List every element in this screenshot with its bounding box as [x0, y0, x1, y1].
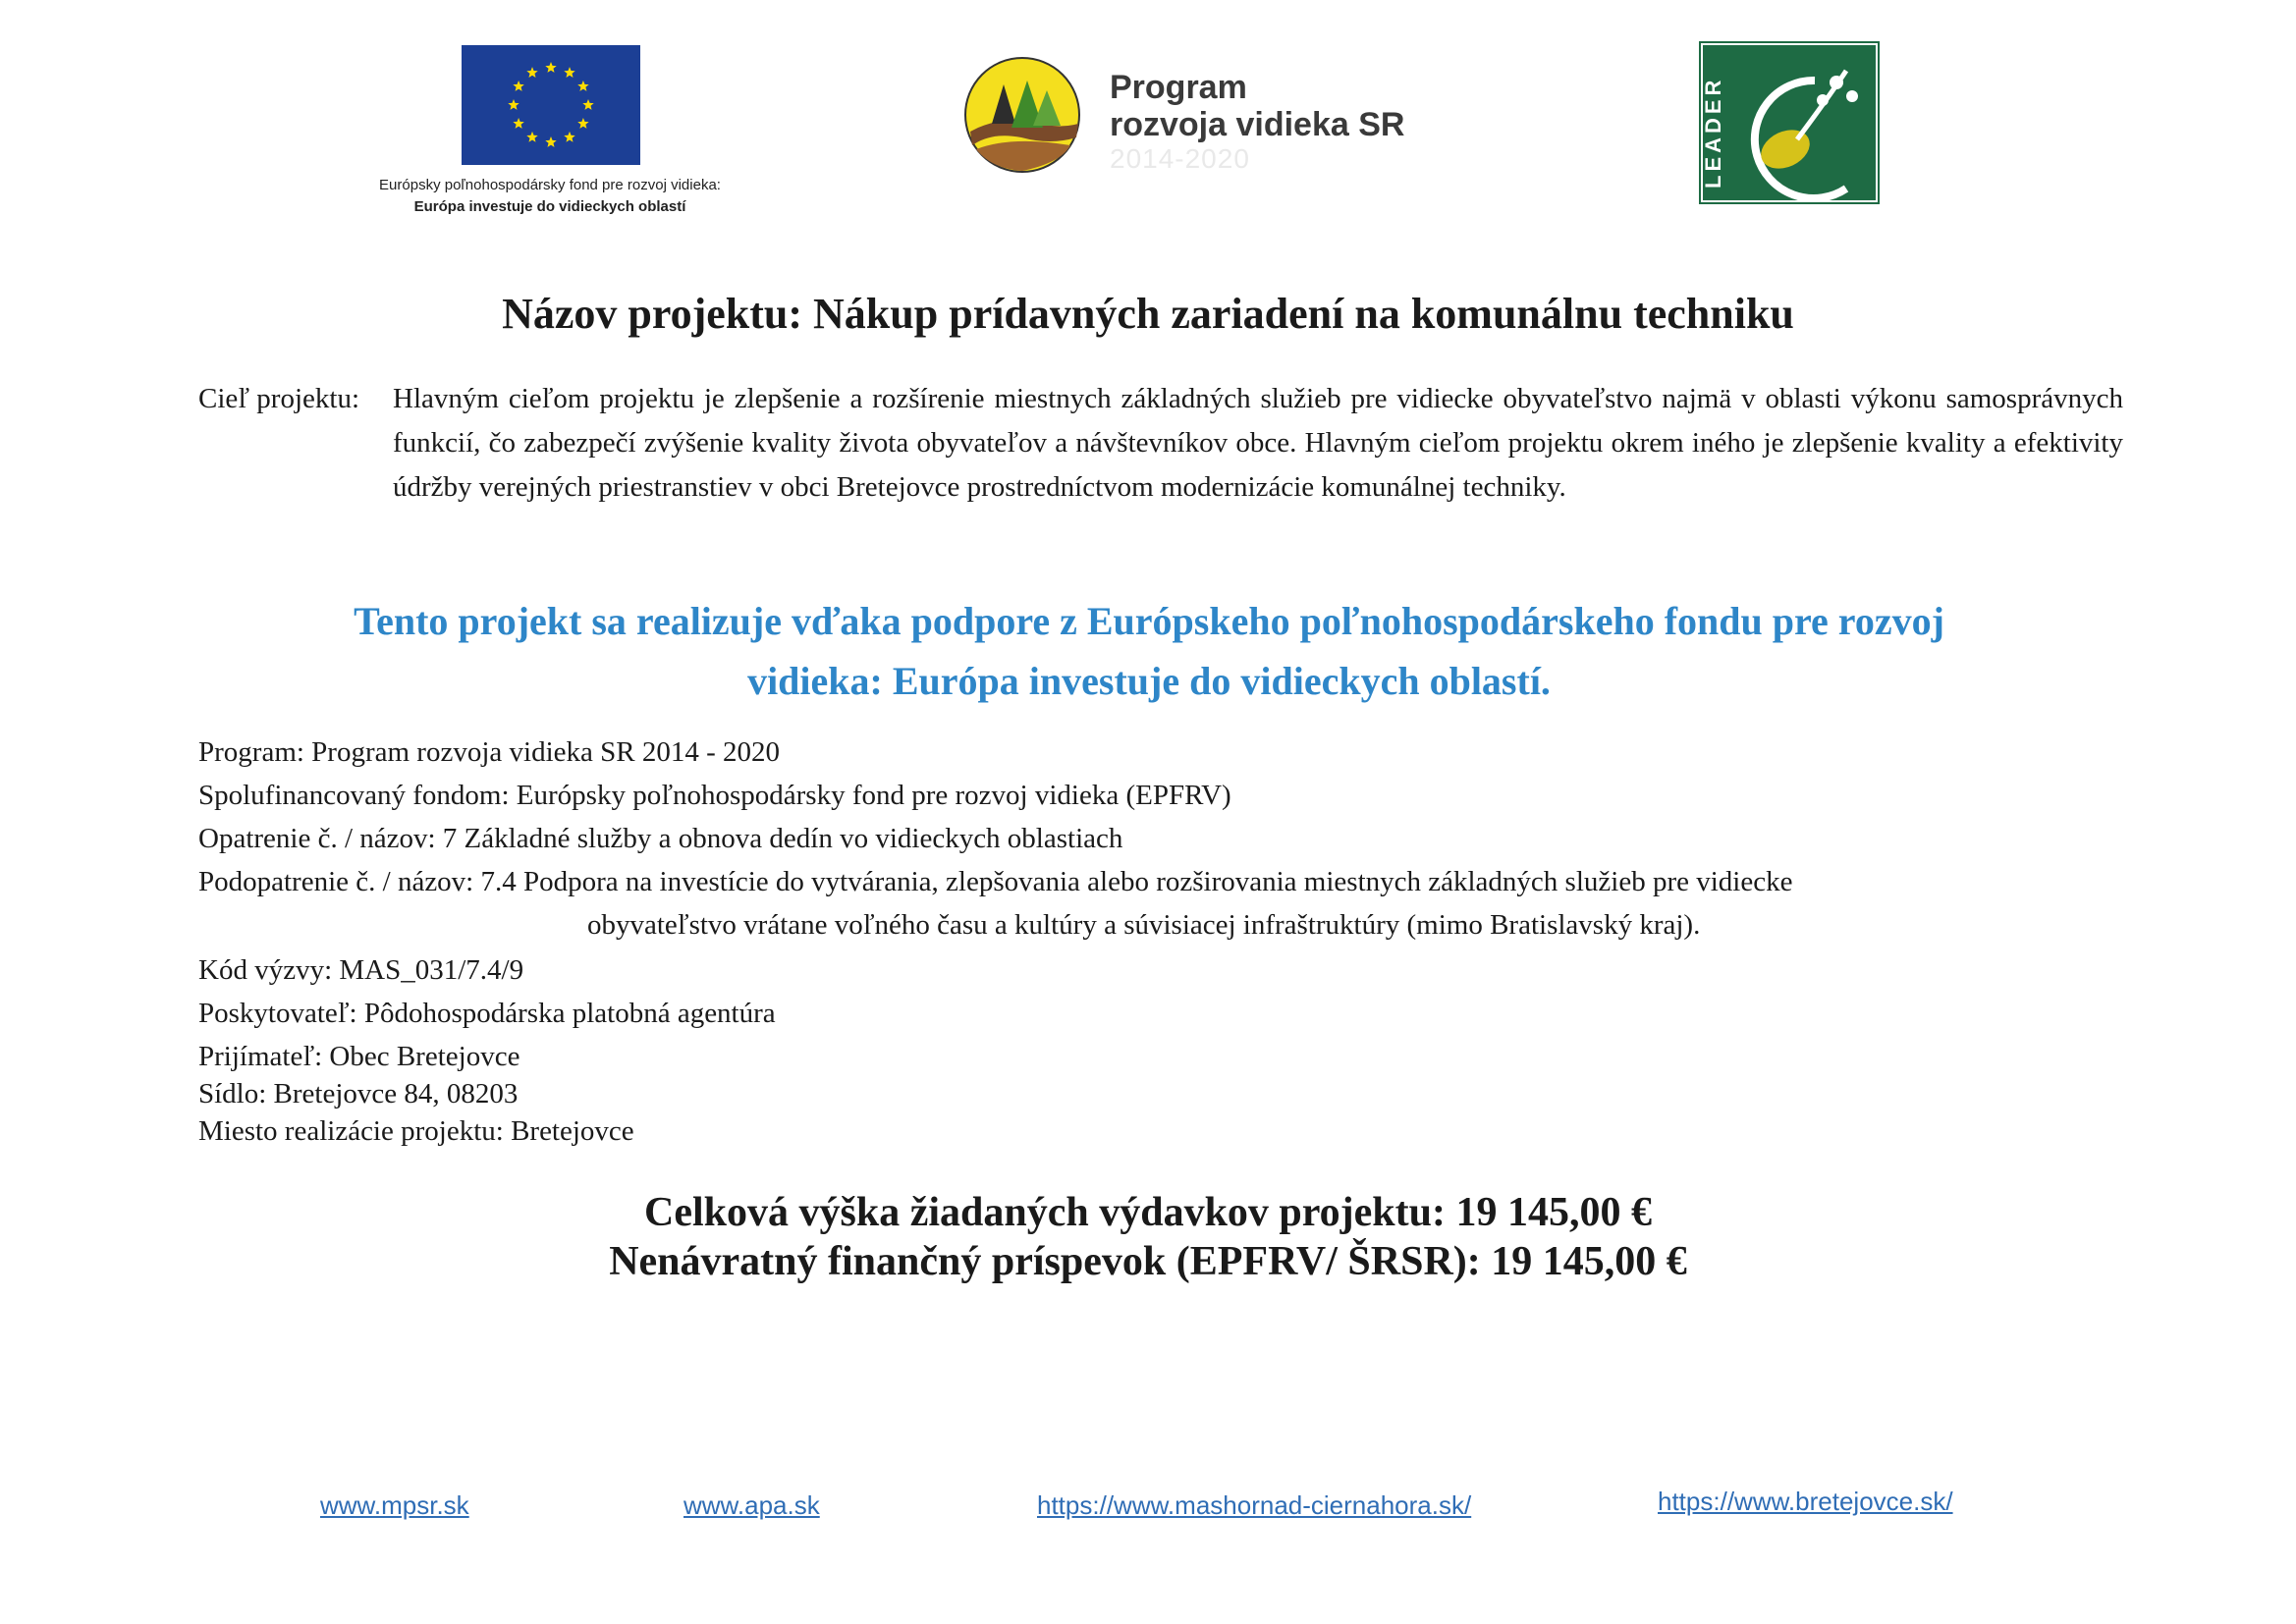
- link-apa[interactable]: www.apa.sk: [683, 1490, 820, 1520]
- prv-emblem-icon: [962, 55, 1082, 175]
- eu-fund-caption: [295, 175, 805, 218]
- project-goal: [198, 377, 2123, 510]
- eu-star-icon: [564, 132, 574, 142]
- prv-line2: rozvoja vidieka SR: [1110, 106, 1405, 143]
- leader-logo-icon: [1699, 41, 1880, 204]
- eu-star-icon: [526, 132, 537, 142]
- eu-caption-line1: Európsky poľnohospodársky fond pre rozvoj vidieka:: [379, 177, 721, 193]
- detail-submeasure-line2: obyvateľstvo vrátane voľného času a kultúry a súvisiacej infraštruktúry (mimo Bratislavský kraj).: [587, 909, 1701, 941]
- detail-provider: Poskytovateľ: Pôdohospodárska platobná agentúra: [198, 998, 776, 1029]
- eu-star-icon: [545, 62, 556, 73]
- project-title: Názov projektu: Nákup prídavných zariadení na komunálnu techniku: [502, 290, 1794, 338]
- eu-star-icon: [577, 81, 588, 91]
- eu-star-icon: [513, 81, 523, 91]
- detail-call-code: Kód výzvy: MAS_031/7.4/9: [198, 954, 524, 986]
- total-requested: Celková výška žiadaných výdavkov projektu: 19 145,00 €: [643, 1190, 1652, 1235]
- total-grant: Nenávratný finančný príspevok (EPFRV/ ŠRSR): 19 145,00 €: [609, 1239, 1687, 1284]
- detail-cofinanced: Spolufinancovaný fondom: Európsky poľnohospodársky fond pre rozvoj vidieka (EPFRV): [198, 780, 1231, 811]
- eu-star-icon: [582, 99, 593, 110]
- goal-text: Hlavným cieľom projektu je zlepšenie a rozšírenie miestnych základných služieb pre vidiecke obyvateľstvo najmä v oblasti výkonu samosprávnych funkcií, čo zabezpečí zvýšenie kvality života obyvateľov a návštevníkov obce. Hlavným cieľom projektu okrem iného je zlepšenie kvality a efektivity údržby verejných priestranstiev v obci Bretejovce prostredníctvom modernizácie komunálnej techniky.: [393, 383, 2123, 503]
- detail-program: Program: Program rozvoja vidieka SR 2014 - 2020: [198, 736, 780, 768]
- eu-stars-icon: [462, 45, 640, 165]
- detail-seat: Sídlo: Bretejovce 84, 08203: [198, 1078, 519, 1110]
- link-bretejovce[interactable]: https://www.bretejovce.sk/: [1658, 1487, 1953, 1516]
- link-mpsr[interactable]: www.mpsr.sk: [320, 1490, 469, 1520]
- eu-star-icon: [577, 118, 588, 129]
- detail-submeasure-line1: Podopatrenie č. / názov: 7.4 Podpora na investície do vytvárania, zlepšovania alebo rozširovania miestnych základných služieb pre vidiecke: [198, 866, 1793, 897]
- support-line1: Tento projekt sa realizuje vďaka podpore z Európskeho poľnohospodárskeho fondu pre rozvoj: [354, 599, 1944, 643]
- eu-star-icon: [545, 136, 556, 147]
- support-line2: vidieka: Európa investuje do vidieckych oblastí.: [747, 659, 1551, 703]
- prv-wordmark: [1110, 69, 1404, 175]
- eu-star-icon: [564, 67, 574, 78]
- prv-line1: Program: [1110, 69, 1247, 106]
- detail-recipient: Prijímateľ: Obec Bretejovce: [198, 1041, 520, 1072]
- eu-caption-line2: Európa investuje do vidieckych oblastí: [413, 198, 686, 215]
- goal-label: Cieľ projektu:: [198, 383, 360, 414]
- link-mas[interactable]: https://www.mashornad-ciernahora.sk/: [1037, 1490, 1472, 1520]
- eu-flag-logo: [462, 45, 640, 165]
- leader-logo-text: LEADER: [1701, 76, 1725, 189]
- detail-measure: Opatrenie č. / názov: 7 Základné služby a obnova dedín vo vidieckych oblastiach: [198, 823, 1123, 854]
- prv-years: 2014-2020: [1110, 143, 1250, 174]
- eu-support-statement: [236, 591, 2062, 711]
- eu-star-icon: [508, 99, 519, 110]
- detail-location: Miesto realizácie projektu: Bretejovce: [198, 1115, 634, 1147]
- eu-star-icon: [513, 118, 523, 129]
- eu-star-icon: [526, 67, 537, 78]
- project-totals: [0, 1188, 2296, 1286]
